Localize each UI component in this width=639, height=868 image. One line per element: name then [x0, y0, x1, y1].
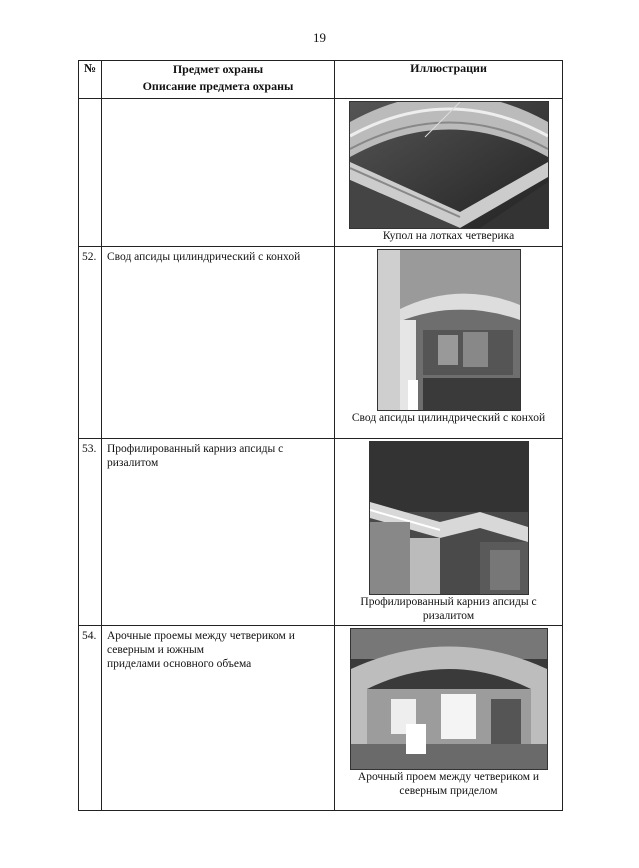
row-caption: Арочный проем между четвериком и северным приделом — [357, 771, 540, 797]
row-illustration — [335, 439, 563, 626]
row-number: 53. — [79, 439, 102, 626]
header-subject-line1: Предмет охраны — [172, 62, 264, 76]
table-row — [79, 247, 563, 439]
protection-table — [78, 60, 563, 811]
header-illustrations: Иллюстрации — [335, 61, 563, 99]
table-row — [79, 439, 563, 626]
row-caption: Профилированный карниз апсиды с ризалитом — [360, 596, 537, 622]
row-description — [102, 99, 335, 247]
table-header-row — [79, 61, 563, 99]
table-row — [79, 626, 563, 811]
row-number: 54. — [79, 626, 102, 811]
header-number: № — [79, 61, 102, 99]
row-description-line2: приделами основного объема — [107, 658, 252, 670]
photo-apse-vault — [377, 249, 521, 411]
page-number: 19 — [313, 30, 326, 45]
row-illustration — [335, 99, 563, 247]
row-number — [79, 99, 102, 247]
row-illustration — [335, 247, 563, 439]
header-subject-line2: Описание предмета охраны — [142, 79, 294, 93]
header-subject — [102, 61, 335, 99]
row-description — [102, 626, 335, 811]
row-description-line1: Арочные проемы между четвериком и северным и южным — [107, 630, 295, 656]
photo-arched-opening — [350, 628, 548, 770]
row-description: Свод апсиды цилиндрический с конхой — [102, 247, 335, 439]
row-illustration — [335, 626, 563, 811]
row-number: 52. — [79, 247, 102, 439]
table-row — [79, 99, 563, 247]
row-caption: Купол на лотках четверика — [382, 230, 515, 242]
photo-apse-cornice — [369, 441, 529, 595]
row-caption: Свод апсиды цилиндрический с конхой — [351, 412, 546, 424]
photo-dome — [349, 101, 549, 229]
row-description: Профилированный карниз апсиды с ризалитом — [102, 439, 335, 626]
